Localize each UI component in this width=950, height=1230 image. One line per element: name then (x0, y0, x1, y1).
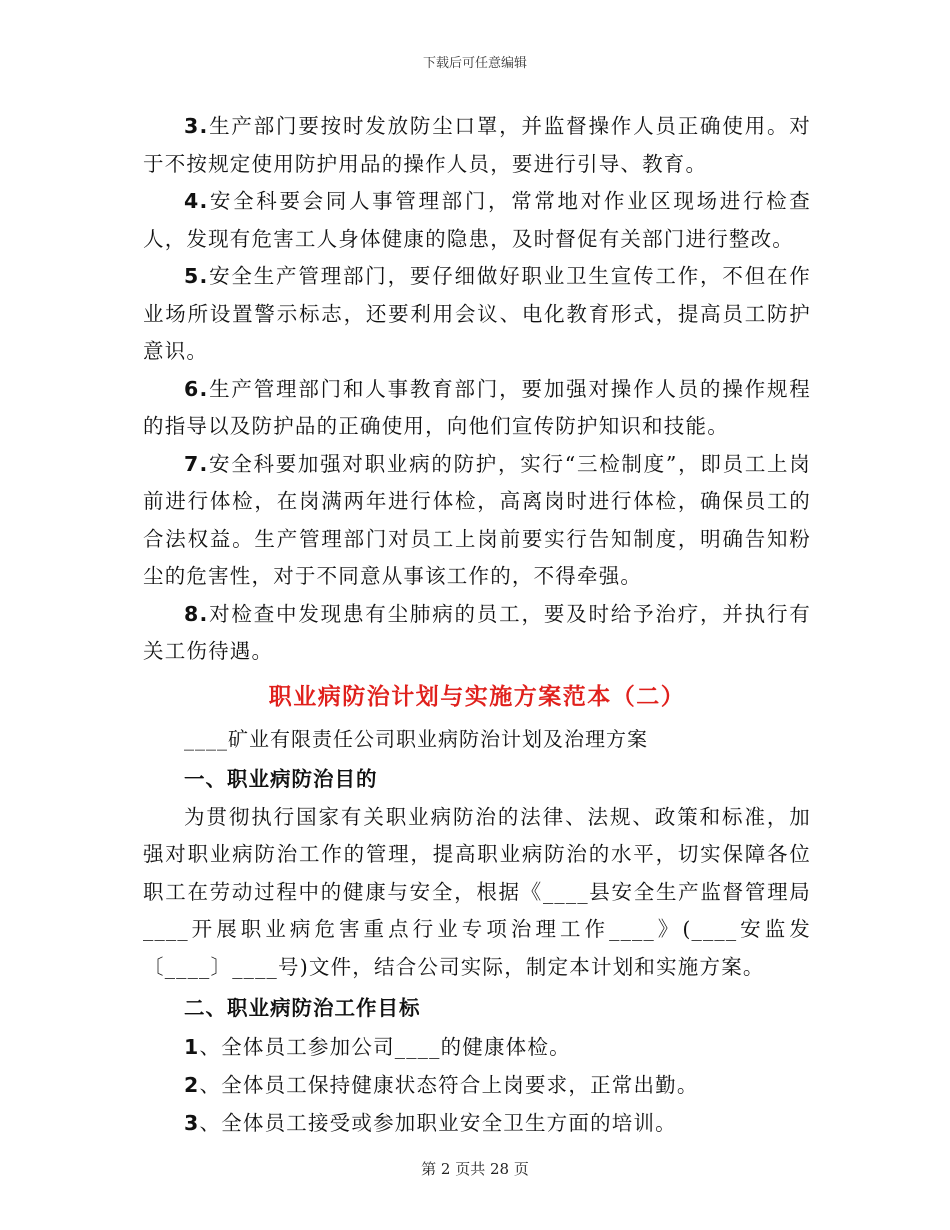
item-number: 3. (184, 114, 209, 138)
paragraph-text: 安全科要会同人事管理部门，常常地对作业区现场进行检查人，发现有危害工人身体健康的隐患，及时督促有关部门进行整改。 (143, 189, 811, 251)
page-footer: 第 2 页共 28 页 (421, 1160, 529, 1178)
item-number: 1 (184, 1035, 200, 1059)
paragraph-4 (143, 183, 811, 258)
paragraph-5 (143, 258, 811, 371)
paragraph-text: 对检查中发现患有尘肺病的员工，要及时给予治疗，并执行有关工伤待遇。 (143, 601, 811, 663)
item-number: 6. (184, 376, 209, 401)
page-header: 下载后可任意编辑 (422, 56, 527, 71)
heading-purpose: 一、职业病防治目的 (184, 766, 378, 791)
paragraph-text: 生产部门要按时发放防尘口罩，并监督操作人员正确使用。对于不按规定使用防护用品的操作人员，要进行引导、教育。 (143, 114, 811, 176)
goal-text: 、全体员工接受或参加职业安全卫生方面的培训。 (199, 1111, 677, 1135)
paragraph-8 (143, 596, 811, 671)
goal-item-2 (143, 1066, 811, 1104)
item-number: 7. (184, 451, 209, 476)
paragraph-3 (143, 108, 811, 183)
item-number: 8. (184, 601, 209, 626)
item-number: 5. (184, 264, 209, 288)
heading-goals: 二、职业病防治工作目标 (184, 996, 421, 1020)
goal-text: 、全体员工保持健康状态符合上岗要求，正常出勤。 (199, 1073, 699, 1097)
paragraph-7 (143, 446, 811, 596)
section-title: 职业病防治计划与实施方案范本（二） (268, 683, 686, 710)
item-number: 2 (184, 1073, 200, 1097)
paragraph-text: 生产管理部门和人事教育部门，要加强对操作人员的操作规程的指导以及防护品的正确使用，向他们宣传防护知识和技能。 (143, 376, 811, 438)
paragraph-6 (143, 371, 811, 446)
plan-subtitle: ____矿业有限责任公司职业病防治计划及治理方案 (184, 726, 648, 751)
goal-item-1 (143, 1028, 811, 1066)
item-number: 3 (184, 1111, 200, 1135)
purpose-paragraph: 为贯彻执行国家有关职业病防治的法律、法规、政策和标准，加强对职业病防治工作的管理，提高职业病防治的水平，切实保障各位职工在劳动过程中的健康与安全，根据《____县安全生产监督管理局____开展职业病危害重点行业专项治理工作____》(____安监发〔____〕____号)文件，结合公司实际，制定本计划和实施方案。 (143, 804, 811, 979)
paragraph-text: 安全科要加强对职业病的防护，实行“三检制度”，即员工上岗前进行体检，在岗满两年进行体检，高离岗时进行体检，确保员工的合法权益。生产管理部门对员工上岗前要实行告知制度，明确告知粉尘的危害性，对于不同意从事该工作的，不得牵强。 (143, 451, 811, 588)
document-body (143, 108, 811, 1142)
goal-text: 、全体员工参加公司____的健康体检。 (199, 1035, 571, 1059)
item-number: 4. (184, 189, 209, 213)
goal-item-3 (143, 1104, 811, 1142)
paragraph-text: 安全生产管理部门，要仔细做好职业卫生宣传工作，不但在作业场所设置警示标志，还要利用会议、电化教育形式，提高员工防护意识。 (143, 264, 811, 363)
